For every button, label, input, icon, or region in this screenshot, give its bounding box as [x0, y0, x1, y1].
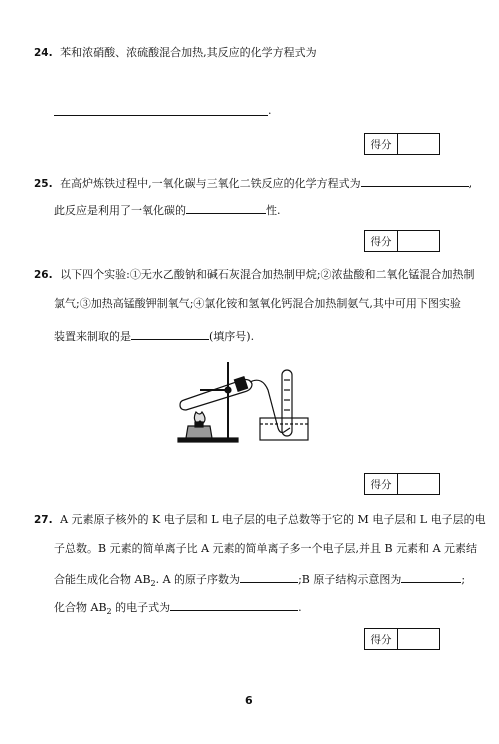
- q27-line3-c: ;B 原子结构示意图为: [298, 573, 402, 586]
- q25-line2-b: 性.: [266, 204, 281, 217]
- q27-line4-a: 化合物 AB: [54, 601, 107, 614]
- q25-property-blank[interactable]: [186, 201, 266, 214]
- score-box-26[interactable]: [364, 473, 440, 495]
- q24-number: 24.: [34, 47, 53, 59]
- q27-number: 27.: [34, 514, 53, 526]
- q27-line3-b: . A 的原子序数为: [155, 573, 241, 586]
- q26-answer-blank[interactable]: [131, 327, 209, 340]
- q26-line2: 氯气;③加热高锰酸钾制氧气;④氯化铵和氢氧化钙混合加热制氨气,其中可用下图实验: [54, 297, 461, 310]
- q25-line1: 在高炉炼铁过程中,一氧化碳与三氧化二铁反应的化学方程式为: [60, 177, 361, 190]
- score-label: 得分: [365, 231, 398, 251]
- q26-line3-a: 装置来制取的是: [54, 330, 131, 343]
- score-label: 得分: [365, 474, 398, 494]
- score-value-field[interactable]: [398, 629, 439, 649]
- q24-answer-blank[interactable]: [54, 115, 268, 116]
- gas-apparatus-illustration: [170, 350, 320, 446]
- q25-equation-blank[interactable]: [361, 174, 469, 187]
- q27-line1: A 元素原子核外的 K 电子层和 L 电子层的电子总数等于它的 M 电子层和 L 电子层的电: [60, 513, 486, 526]
- q24-period: .: [268, 104, 272, 117]
- q27-structure-blank[interactable]: [401, 570, 461, 583]
- q27-line3-a: 合能生成化合物 AB: [54, 573, 151, 586]
- q26-line1: 以下四个实验:①无水乙酸钠和碱石灰混合加热制甲烷;②浓盐酸和二氧化锰混合加热制: [60, 268, 475, 281]
- score-value-field[interactable]: [398, 134, 439, 154]
- q27-line4-subscript: 2: [106, 607, 112, 617]
- q25-number: 25.: [34, 178, 53, 190]
- q26-line3-b: (填序号).: [209, 330, 255, 343]
- score-box-24[interactable]: [364, 133, 440, 155]
- q27-line2: 子总数。B 元素的简单离子比 A 元素的简单离子多一个电子层,并且 B 元素和 A 元素结: [54, 542, 478, 555]
- q27-electron-formula-blank[interactable]: [170, 598, 298, 611]
- q25-comma: ,: [468, 177, 473, 190]
- score-box-25[interactable]: [364, 230, 440, 252]
- q27-line3-subscript: 2: [150, 579, 156, 589]
- q27-line4-b: 的电子式为: [111, 601, 171, 614]
- score-value-field[interactable]: [398, 231, 439, 251]
- page-number: 6: [245, 694, 253, 707]
- q27-atomic-number-blank[interactable]: [240, 570, 298, 583]
- q25-line2-a: 此反应是利用了一氧化碳的: [54, 204, 186, 217]
- q26-number: 26.: [34, 269, 53, 281]
- score-value-field[interactable]: [398, 474, 439, 494]
- q27-line4-c: .: [298, 601, 302, 614]
- score-box-27[interactable]: [364, 628, 440, 650]
- q24-text: 苯和浓硝酸、浓硫酸混合加热,其反应的化学方程式为: [60, 46, 317, 59]
- q27-line3-d: ;: [461, 573, 466, 586]
- score-label: 得分: [365, 629, 398, 649]
- score-label: 得分: [365, 134, 398, 154]
